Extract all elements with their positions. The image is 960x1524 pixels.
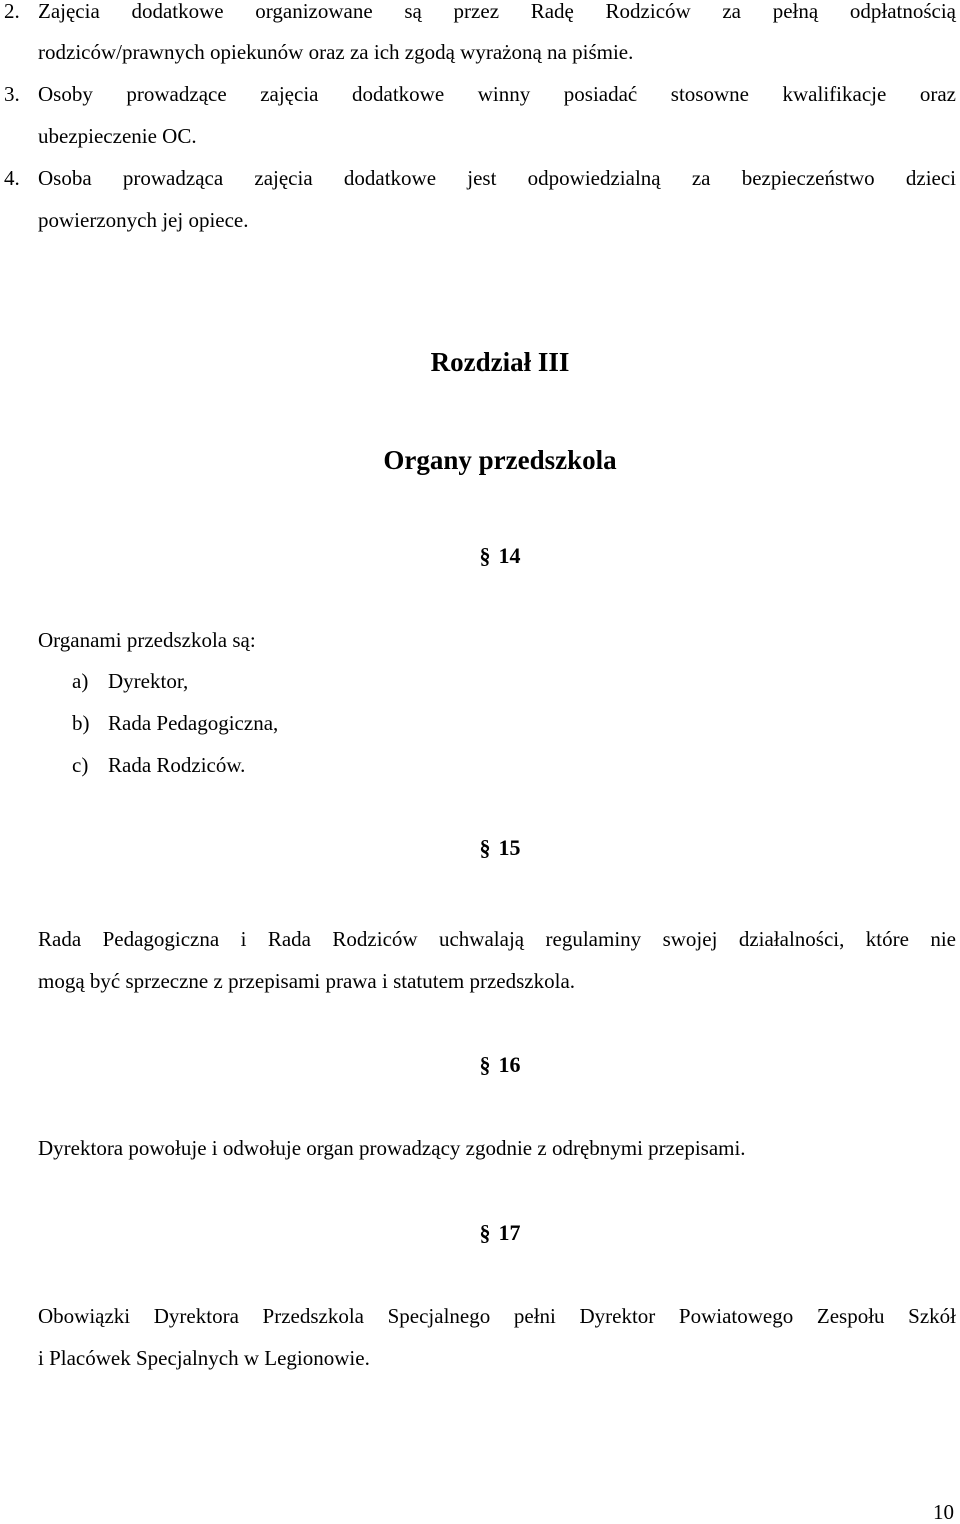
paragraph-line: i Placówek Specjalnych w Legionowie. [38, 1346, 370, 1370]
item-text: Rada Rodziców. [108, 753, 246, 777]
paragraph-line: Rada Pedagogiczna i Rada Rodziców uchwalają regulaminy swojej działalności, które nie [38, 927, 956, 951]
section-symbol: § [479, 1220, 491, 1245]
list-item-line: ubezpieczenie OC. [38, 124, 197, 148]
section-number: 16 [498, 1052, 521, 1077]
page-number: 10 [933, 1500, 954, 1524]
section-heading-14 [0, 541, 960, 571]
list-item-line: Zajęcia dodatkowe organizowane są przez Radę Rodziców za pełną odpłatnością [38, 0, 956, 23]
item-marker: b) [72, 711, 90, 735]
list-item-line: rodziców/prawnych opiekunów oraz za ich zgodą wyrażoną na piśmie. [38, 40, 634, 64]
section-number: 15 [498, 835, 521, 860]
item-text: Rada Pedagogiczna, [108, 711, 279, 735]
item-marker: c) [72, 753, 89, 777]
chapter-title: Organy przedszkola [383, 445, 617, 475]
paragraph-line: Organami przedszkola są: [38, 628, 256, 652]
section-number: 17 [498, 1220, 521, 1245]
section-symbol: § [479, 835, 491, 860]
list-number: 2. [4, 0, 20, 23]
item-marker: a) [72, 669, 89, 693]
paragraph-line: Obowiązki Dyrektora Przedszkola Specjalnego pełni Dyrektor Powiatowego Zespołu Szkół [38, 1304, 956, 1328]
section-heading-15 [0, 833, 960, 863]
section-number: 14 [498, 543, 521, 568]
paragraph-line: Dyrektora powołuje i odwołuje organ prowadzący zgodnie z odrębnymi przepisami. [38, 1136, 746, 1160]
list-item-line: Osoby prowadzące zajęcia dodatkowe winny posiadać stosowne kwalifikacje oraz [38, 82, 956, 106]
section-heading-16 [0, 1050, 960, 1080]
item-text: Dyrektor, [108, 669, 189, 693]
list-item-line: Osoba prowadząca zajęcia dodatkowe jest odpowiedzialną za bezpieczeństwo dzieci [38, 166, 956, 190]
chapter-heading: Rozdział III [430, 347, 570, 377]
section-symbol: § [479, 1052, 491, 1077]
paragraph-line: mogą być sprzeczne z przepisami prawa i statutem przedszkola. [38, 969, 576, 993]
list-number: 3. [4, 82, 20, 106]
list-item-line: powierzonych jej opiece. [38, 208, 249, 232]
list-number: 4. [4, 166, 20, 190]
section-heading-17 [0, 1218, 960, 1248]
section-symbol: § [479, 543, 491, 568]
